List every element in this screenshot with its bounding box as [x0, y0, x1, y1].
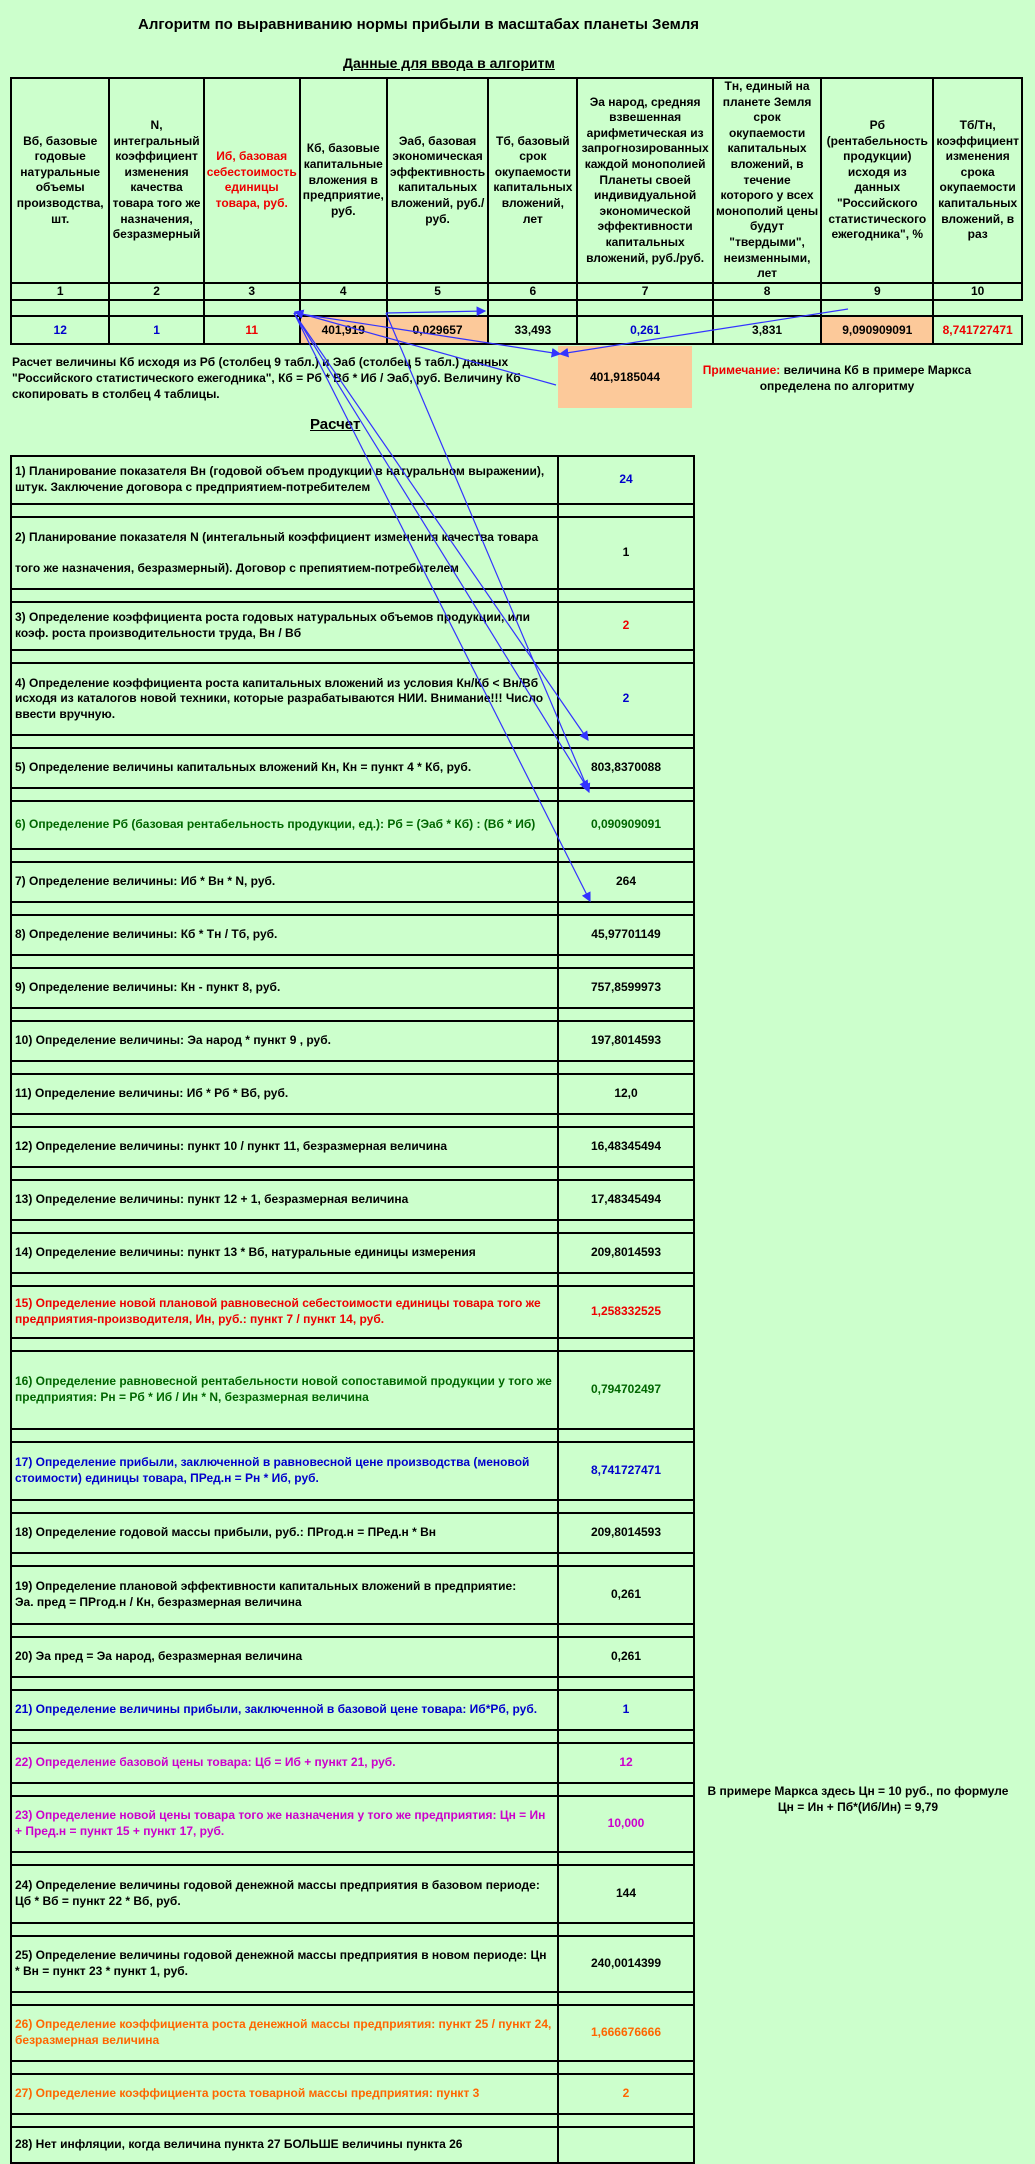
spacer-row: [11, 589, 694, 602]
spacer-cell: [558, 2061, 694, 2074]
input-value-3[interactable]: 11: [204, 316, 300, 344]
step-description: 13) Определение величины: пункт 12 + 1, безразмерная величина: [11, 1180, 558, 1220]
spacer-cell: [11, 1220, 558, 1233]
input-table: [10, 77, 1023, 345]
spacer-cell: [558, 849, 694, 862]
step-value[interactable]: 2: [558, 2074, 694, 2114]
step-description: 23) Определение новой цены товара того же назначения у того же предприятия: Цн = Ин + Пред.н = пункт 15 + пункт 17, руб.: [11, 1796, 558, 1852]
step-value[interactable]: 209,8014593: [558, 1513, 694, 1553]
column-header-4: Кб, базовые капитальные вложения в предприятие, руб.: [300, 78, 387, 283]
step-value[interactable]: 12,0: [558, 1074, 694, 1114]
spacer-cell: [558, 902, 694, 915]
column-header-8: Тн, единый на планете Земля срок окупаемости капитальных вложений, в течение которого у всех монополий цены будут "твердыми", неизменными, лет: [713, 78, 821, 283]
spacer-cell: [11, 1730, 558, 1743]
spacer-cell: [11, 1167, 558, 1180]
step-value[interactable]: 757,8599973: [558, 968, 694, 1008]
spacer-row: [11, 2061, 694, 2074]
spacer-row: [11, 1338, 694, 1351]
spacer-cell: [558, 788, 694, 801]
calc-row: [11, 602, 694, 650]
step-description: 28) Нет инфляции, когда величина пункта 27 БОЛЬШЕ величины пункта 26: [11, 2127, 558, 2163]
spacer-cell: [558, 589, 694, 602]
calc-row: [11, 2005, 694, 2061]
spacer-cell: [933, 300, 1022, 316]
step-description: 14) Определение величины: пункт 13 * Вб, натуральные единицы измерения: [11, 1233, 558, 1273]
spacer-cell: [558, 1783, 694, 1796]
calc-row: [11, 968, 694, 1008]
calc-row: [11, 456, 694, 504]
input-value-7[interactable]: 0,261: [577, 316, 713, 344]
spacer-cell: [558, 1553, 694, 1566]
spacer-row: [11, 1852, 694, 1865]
note-text: величина Кб в примере Маркса определена по алгоритму: [759, 363, 972, 394]
step-value[interactable]: 24: [558, 456, 694, 504]
calc-row: [11, 1351, 694, 1429]
spacer-row: [11, 1923, 694, 1936]
spacer-cell: [11, 1500, 558, 1513]
spacer-cell: [11, 2061, 558, 2074]
calc-row: [11, 1637, 694, 1677]
spacer-cell: [558, 1338, 694, 1351]
spacer-cell: [109, 300, 203, 316]
step-description: 17) Определение прибыли, заключенной в равновесной цене производства (меновой стоимости) единицы товара, ПРед.н = Рн * Иб, руб.: [11, 1442, 558, 1500]
spacer-row: [11, 1061, 694, 1074]
spacer-row: [11, 1730, 694, 1743]
input-value-4[interactable]: 401,919: [300, 316, 387, 344]
spacer-row: [11, 788, 694, 801]
spacer-row: [11, 1008, 694, 1021]
spacer-cell: [558, 1008, 694, 1021]
input-value-9[interactable]: 9,090909091: [821, 316, 933, 344]
spacer-cell: [558, 1429, 694, 1442]
input-value-10[interactable]: 8,741727471: [933, 316, 1022, 344]
step-description: 25) Определение величины годовой денежной массы предприятия в новом периоде: Цн * Вн = пункт 23 * пункт 1, руб.: [11, 1936, 558, 1992]
note-label: Примечание:: [702, 363, 781, 377]
step-description: 7) Определение величины: Иб * Вн * N, руб.: [11, 862, 558, 902]
kb-calc-description: Расчет величины Кб исходя из Рб (столбец 9 табл.) и Эаб (столбец 5 табл.) данных "Российского статистического ежегодника", Кб = Рб * Вб * Иб / Эаб, руб. Величину Кб скопировать в столбец 4 таблицы.: [12, 355, 521, 402]
calc-row: [11, 1286, 694, 1338]
spacer-row: [11, 955, 694, 968]
step-description: 16) Определение равновесной рентабельности новой сопоставимой продукции у того же предприятия: Рн = Рб * Иб / Ин * N, безразмерная величина: [11, 1351, 558, 1429]
input-value-6[interactable]: 33,493: [488, 316, 577, 344]
spacer-row: [11, 650, 694, 663]
step-description: 11) Определение величины: Иб * Рб * Вб, руб.: [11, 1074, 558, 1114]
spacer-cell: [558, 955, 694, 968]
column-number-7: 7: [577, 283, 713, 301]
spacer-row: [11, 1429, 694, 1442]
spacer-cell: [11, 589, 558, 602]
spacer-cell: [11, 1429, 558, 1442]
step-value[interactable]: 0,261: [558, 1637, 694, 1677]
spacer-cell: [11, 1677, 558, 1690]
spacer-cell: [11, 1992, 558, 2005]
spacer-row: [11, 1500, 694, 1513]
calc-row: [11, 862, 694, 902]
spacer-cell: [488, 300, 577, 316]
input-value-5[interactable]: 0,029657: [387, 316, 489, 344]
column-number-9: 9: [821, 283, 933, 301]
step-value[interactable]: 0,794702497: [558, 1351, 694, 1429]
calc-row: [11, 663, 694, 735]
step-value[interactable]: 12: [558, 1743, 694, 1783]
page-title: Алгоритм по выравниванию нормы прибыли в масштабах планеты Земля: [138, 16, 699, 33]
spacer-cell: [713, 300, 821, 316]
spacer-cell: [11, 1624, 558, 1637]
calc-row: [11, 1074, 694, 1114]
step-description: 19) Определение плановой эффективности капитальных вложений в предприятие: Эа. пред = ПРгод.н / Кн, безразмерная величина: [11, 1566, 558, 1624]
calc-row: [11, 1513, 694, 1553]
spacer-cell: [558, 1061, 694, 1074]
column-number-3: 3: [204, 283, 300, 301]
note: [702, 362, 972, 394]
step-value[interactable]: 803,8370088: [558, 748, 694, 788]
spacer-cell: [387, 300, 489, 316]
calc-row: [11, 1865, 694, 1923]
step-description: 8) Определение величины: Кб * Тн / Тб, руб.: [11, 915, 558, 955]
step-description: 6) Определение Рб (базовая рентабельность продукции, ед.): Рб = (Эаб * Кб) : (Вб * Иб): [11, 801, 558, 849]
calc-row: [11, 1021, 694, 1061]
spacer-cell: [558, 1730, 694, 1743]
spacer-cell: [11, 902, 558, 915]
calc-row: [11, 1796, 694, 1852]
spacer-cell: [558, 1273, 694, 1286]
column-header-5: Эаб, базовая экономическая эффективность капитальных вложений, руб./руб.: [387, 78, 489, 283]
spacer-cell: [11, 1114, 558, 1127]
calc-row: [11, 915, 694, 955]
step-value[interactable]: 16,48345494: [558, 1127, 694, 1167]
step-value[interactable]: 240,0014399: [558, 1936, 694, 1992]
spacer-cell: [11, 1553, 558, 1566]
step-description: 26) Определение коэффициента роста денежной массы предприятия: пункт 25 / пункт 24, безразмерная величина: [11, 2005, 558, 2061]
step-description: 18) Определение годовой массы прибыли, руб.: ПРгод.н = ПРед.н * Вн: [11, 1513, 558, 1553]
spacer-cell: [558, 1852, 694, 1865]
step-value[interactable]: 1,258332525: [558, 1286, 694, 1338]
step-value[interactable]: 2: [558, 663, 694, 735]
step-value[interactable]: 17,48345494: [558, 1180, 694, 1220]
calc-row: [11, 1743, 694, 1783]
spacer-row: [11, 1553, 694, 1566]
spacer-cell: [558, 1500, 694, 1513]
column-header-1: Вб, базовые годовые натуральные объемы производства, шт.: [11, 78, 109, 283]
column-header-2: N, интегральный коэффициент изменения качества товара того же назначения, безразмерный: [109, 78, 203, 283]
step-value[interactable]: 1: [558, 1690, 694, 1730]
input-section-title: Данные для ввода в алгоритм: [343, 55, 555, 71]
spacer-row: [11, 1677, 694, 1690]
calc-section-title: Расчет: [310, 416, 361, 433]
spacer-cell: [11, 1852, 558, 1865]
step-description: 9) Определение величины: Кн - пункт 8, руб.: [11, 968, 558, 1008]
spacer-cell: [558, 650, 694, 663]
spacer-cell: [577, 300, 713, 316]
calc-row: [11, 1566, 694, 1624]
calc-row: [11, 517, 694, 589]
spacer-cell: [11, 955, 558, 968]
calc-row: [11, 1690, 694, 1730]
spacer-row: [11, 1114, 694, 1127]
step-value[interactable]: 1: [558, 517, 694, 589]
spacer-row: [11, 1992, 694, 2005]
spacer-cell: [558, 504, 694, 517]
column-number-1: 1: [11, 283, 109, 301]
spacer-cell: [558, 1220, 694, 1233]
step-value[interactable]: 209,8014593: [558, 1233, 694, 1273]
step-description: 27) Определение коэффициента роста товарной массы предприятия: пункт 3: [11, 2074, 558, 2114]
spacer-cell: [300, 300, 387, 316]
spacer-cell: [558, 1167, 694, 1180]
input-value-8[interactable]: 3,831: [713, 316, 821, 344]
column-header-3: Иб, базовая себестоимость единицы товара, руб.: [204, 78, 300, 283]
step-value[interactable]: 264: [558, 862, 694, 902]
step-description: 4) Определение коэффициента роста капитальных вложений из условия Кн/Кб < Вн/Вб исходя из каталогов новой техники, которые разрабатываются НИИ. Внимание!!! Число ввести вручную.: [11, 663, 558, 735]
spacer-row: [11, 1783, 694, 1796]
spacer-cell: [11, 735, 558, 748]
spacer-row: [11, 1273, 694, 1286]
step-value[interactable]: 45,97701149: [558, 915, 694, 955]
step-description: 3) Определение коэффициента роста годовых натуральных объемов продукции, или коэф. роста производительности труда, Вн / Вб: [11, 602, 558, 650]
step-description: 20) Эа пред = Эа народ, безразмерная величина: [11, 1637, 558, 1677]
spacer-cell: [204, 300, 300, 316]
spacer-row: [11, 902, 694, 915]
calc-row: [11, 1180, 694, 1220]
step-value[interactable]: 0,261: [558, 1566, 694, 1624]
spacer-cell: [558, 1624, 694, 1637]
spacer-cell: [11, 1338, 558, 1351]
column-number-5: 5: [387, 283, 489, 301]
step-description: 22) Определение базовой цены товара: Цб = Иб + пункт 21, руб.: [11, 1743, 558, 1783]
column-number-4: 4: [300, 283, 387, 301]
spacer-cell: [558, 1923, 694, 1936]
column-number-8: 8: [713, 283, 821, 301]
step-description: 24) Определение величины годовой денежной массы предприятия в базовом периоде: Цб * Вб = пункт 22 * Вб, руб.: [11, 1865, 558, 1923]
calc-row: [11, 801, 694, 849]
input-value-2[interactable]: 1: [109, 316, 203, 344]
calc-table: [10, 455, 695, 2164]
spacer-row: [11, 1167, 694, 1180]
column-header-9: Рб (рентабельность продукции) исходя из данных "Российского статистического ежегодника", %: [821, 78, 933, 283]
input-value-1[interactable]: 12: [11, 316, 109, 344]
spacer-cell: [11, 650, 558, 663]
spacer-cell: [11, 504, 558, 517]
step-description: 15) Определение новой плановой равновесной себестоимости единицы товара того же предприятия-производителя, Ин, руб.: пункт 7 / пункт 14, руб.: [11, 1286, 558, 1338]
calc-row: [11, 748, 694, 788]
step-description: 12) Определение величины: пункт 10 / пункт 11, безразмерная величина: [11, 1127, 558, 1167]
spacer-cell: [11, 1783, 558, 1796]
calc-row: [11, 2127, 694, 2163]
spacer-cell: [11, 1061, 558, 1074]
column-header-10: Тб/Тн, коэффициент изменения срока окупаемости капитальных вложений, в раз: [933, 78, 1022, 283]
spacer-cell: [558, 1677, 694, 1690]
step-value[interactable]: 2: [558, 602, 694, 650]
spacer-cell: [558, 1114, 694, 1127]
spacer-cell: [11, 2114, 558, 2127]
step-value[interactable]: 0,090909091: [558, 801, 694, 849]
marx-note: В примере Маркса здесь Цн = 10 руб., по формуле Цн = Ин + Пб*(Иб/Ин) = 9,79: [707, 1784, 1009, 1815]
step-description: 10) Определение величины: Эа народ * пункт 9 , руб.: [11, 1021, 558, 1061]
spacer-cell: [11, 1273, 558, 1286]
step-value[interactable]: 10,000: [558, 1796, 694, 1852]
calc-row: [11, 2074, 694, 2114]
spacer-cell: [11, 1008, 558, 1021]
spacer-row: [11, 735, 694, 748]
step-value[interactable]: 8,741727471: [558, 1442, 694, 1500]
spacer-cell: [558, 735, 694, 748]
spacer-cell: [558, 2114, 694, 2127]
spacer-cell: [11, 849, 558, 862]
step-description: 1) Планирование показателя Вн (годовой объем продукции в натуральном выражении), штук. Заключение договора с предприятием-потребителем: [11, 456, 558, 504]
column-number-6: 6: [488, 283, 577, 301]
step-description: 2) Планирование показателя N (интегальный коэффициент изменения качества товара того же назначения, безразмерный). Договор с препиятием-потребителем: [11, 517, 558, 589]
step-value[interactable]: 1,666676666: [558, 2005, 694, 2061]
spacer-cell: [558, 1992, 694, 2005]
step-value[interactable]: [558, 2127, 694, 2163]
spacer-row: [11, 1220, 694, 1233]
step-description: 21) Определение величины прибыли, заключенной в базовой цене товара: Иб*Рб, руб.: [11, 1690, 558, 1730]
calc-row: [11, 1127, 694, 1167]
spacer-row: [11, 2114, 694, 2127]
spacer-cell: [11, 1923, 558, 1936]
spacer-row: [11, 1624, 694, 1637]
spacer-cell: [11, 788, 558, 801]
step-description: 5) Определение величины капитальных вложений Кн, Кн = пункт 4 * Кб, руб.: [11, 748, 558, 788]
spacer-cell: [821, 300, 933, 316]
kb-calc-value[interactable]: 401,9185044: [558, 346, 692, 408]
column-header-6: Тб, базовый срок окупаемости капитальных вложений, лет: [488, 78, 577, 283]
column-header-7: Эа народ, средняя взвешенная арифметическая из запрогнозированных каждой монополией Планеты своей индивидуальной экономической эффективности капитальных вложений, руб./руб.: [577, 78, 713, 283]
spacer-row: [11, 504, 694, 517]
spacer-row: [11, 849, 694, 862]
calc-row: [11, 1442, 694, 1500]
step-value[interactable]: 144: [558, 1865, 694, 1923]
spacer-cell: [11, 300, 109, 316]
calc-row: [11, 1233, 694, 1273]
calc-row: [11, 1936, 694, 1992]
step-value[interactable]: 197,8014593: [558, 1021, 694, 1061]
column-number-10: 10: [933, 283, 1022, 301]
column-number-2: 2: [109, 283, 203, 301]
